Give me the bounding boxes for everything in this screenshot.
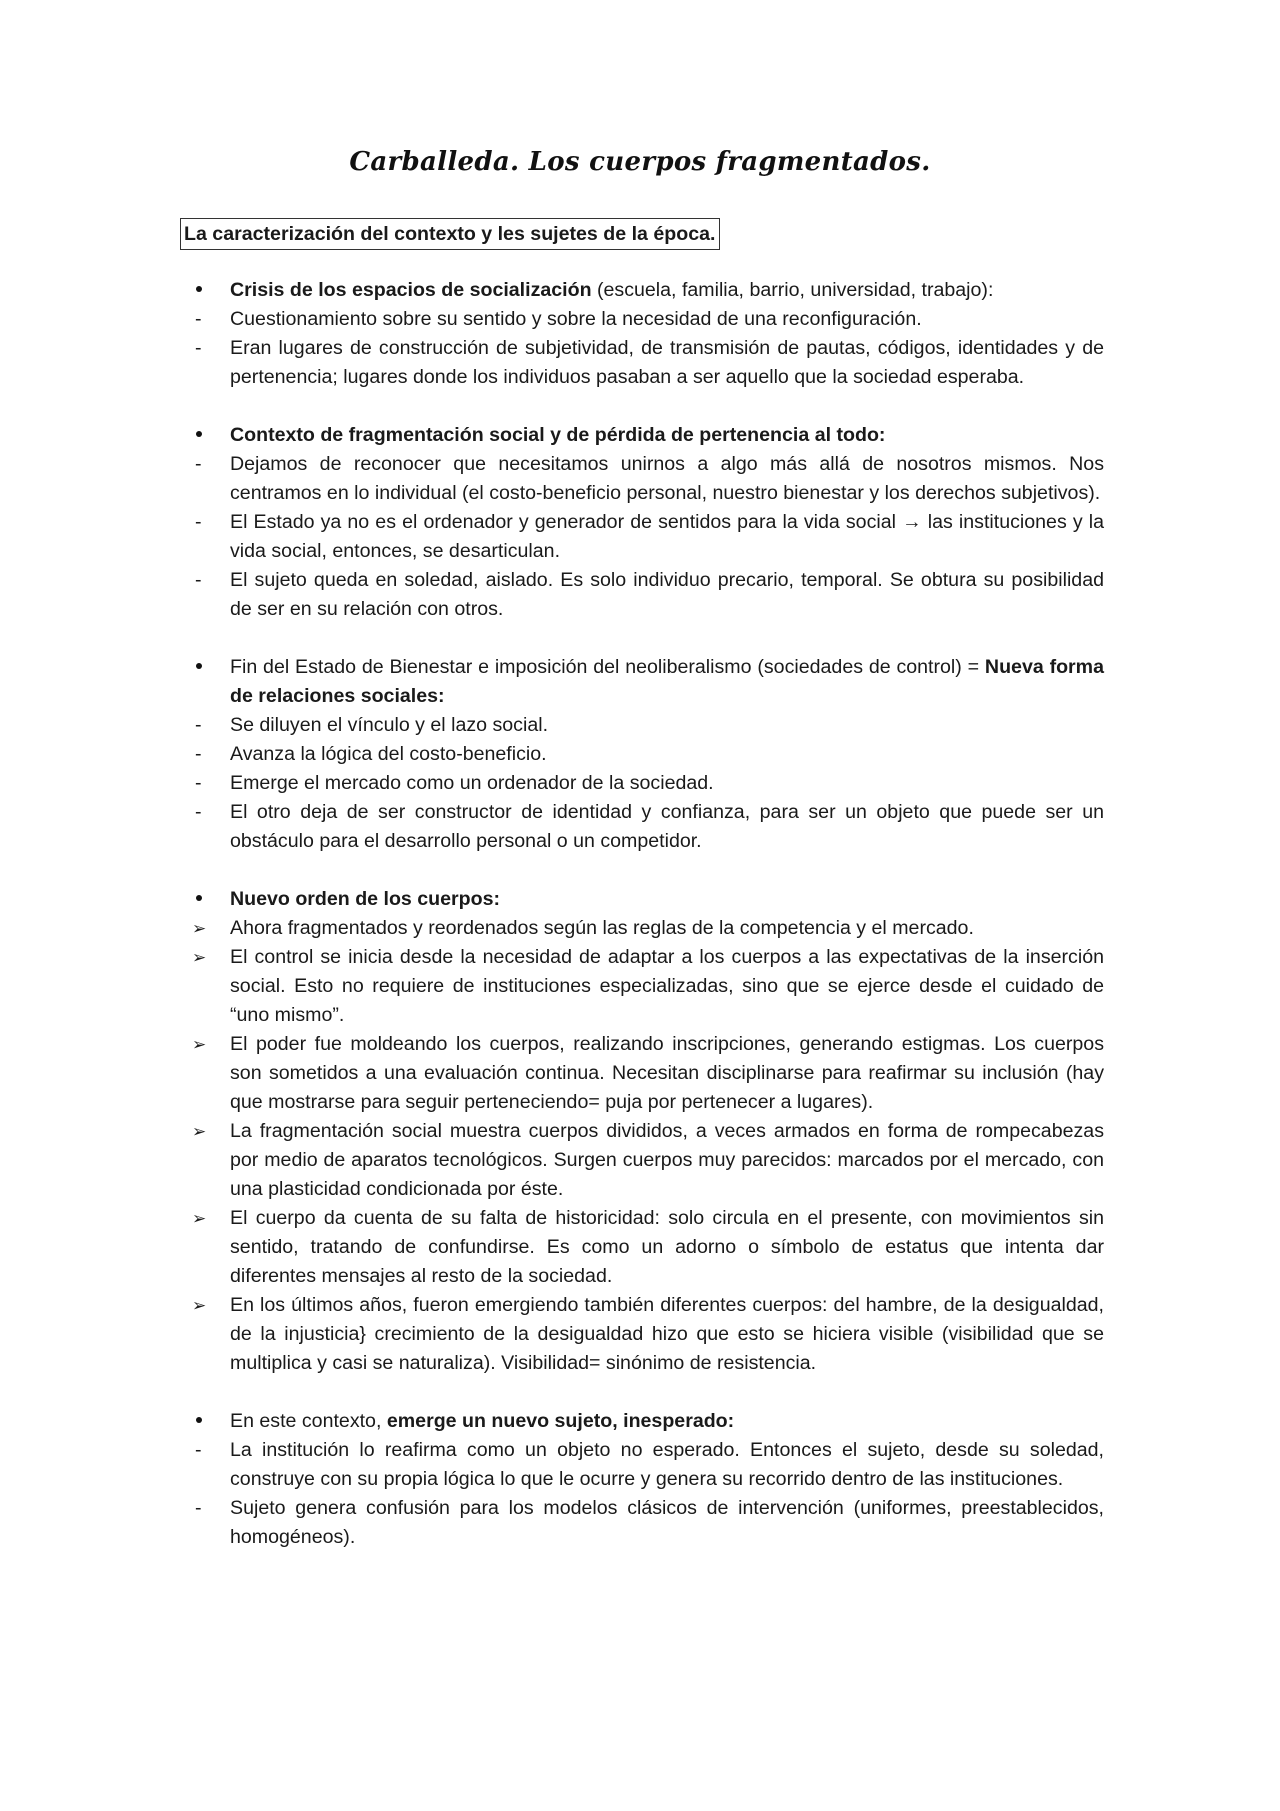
arrow-bullet-icon: ➢	[192, 948, 207, 967]
list-item	[188, 305, 1104, 334]
list-item	[188, 943, 1104, 1030]
document-body	[188, 276, 1104, 1581]
list-item-text: El sujeto queda en soledad, aislado. Es solo individuo precario, temporal. Se obtura su posibilidad de ser en su relación con otros.	[230, 569, 1104, 620]
list-item	[188, 798, 1104, 856]
list-item-text: Avanza la lógica del costo-beneficio.	[230, 743, 547, 765]
section-heading	[188, 1407, 1104, 1436]
list-item	[188, 566, 1104, 624]
arrow-bullet-icon: ➢	[192, 919, 207, 938]
dash-bullet-icon: -	[195, 511, 202, 533]
list-item	[188, 914, 1104, 943]
list-item-text: Cuestionamiento sobre su sentido y sobre la necesidad de una reconfiguración.	[230, 308, 922, 330]
heading-bold-text: Nuevo orden de los cuerpos:	[230, 888, 501, 910]
dash-bullet-icon: -	[195, 308, 202, 330]
list-item-text: Dejamos de reconocer que necesitamos unirnos a algo más allá de nosotros mismos. Nos centramos en lo individual (el costo-beneficio personal, nuestro bienestar y los derechos subjetivos).	[230, 453, 1104, 504]
dash-bullet-icon: -	[195, 337, 202, 359]
section-subtitle-box: La caracterización del contexto y les sujetes de la época.	[180, 218, 720, 250]
bullet-icon	[188, 276, 228, 305]
list-item	[188, 450, 1104, 508]
list-item	[188, 1204, 1104, 1291]
section	[188, 1407, 1104, 1552]
dash-bullet-icon: -	[195, 453, 202, 475]
list-item-text: La fragmentación social muestra cuerpos divididos, a veces armados en forma de rompecabezas por medio de aparatos tecnológicos. Surgen cuerpos muy parecidos: marcados por el mercado, con una plasticidad condicionada por éste.	[230, 1120, 1104, 1200]
heading-text: En este contexto,	[230, 1410, 387, 1432]
dash-bullet-icon: -	[195, 569, 202, 591]
list-item-text: Sujeto genera confusión para los modelos clásicos de intervención (uniformes, preestablecidos, homogéneos).	[230, 1497, 1104, 1548]
section-heading	[188, 276, 1104, 305]
list-item-text: Ahora fragmentados y reordenados según las reglas de la competencia y el mercado.	[230, 917, 974, 939]
list-item-text: La institución lo reafirma como un objeto no esperado. Entonces el sujeto, desde su soledad, construye con su propia lógica lo que le ocurre y genera su recorrido dentro de las instituciones.	[230, 1439, 1104, 1490]
list-item	[188, 769, 1104, 798]
heading-bold-text: Contexto de fragmentación social y de pérdida de pertenencia al todo:	[230, 424, 886, 446]
heading-bold-text: emerge un nuevo sujeto, inesperado:	[386, 1410, 735, 1432]
arrow-bullet-icon: ➢	[192, 1122, 207, 1141]
list-item	[188, 1291, 1104, 1378]
heading-bold-text: Nueva forma de relaciones sociales:	[230, 656, 1105, 707]
list-item-text: El Estado ya no es el ordenador y generador de sentidos para la vida social → las instituciones y la vida social, entonces, se desarticulan.	[230, 511, 1104, 562]
list-item-text: El otro deja de ser constructor de identidad y confianza, para ser un objeto que puede ser un obstáculo para el desarrollo personal o un competidor.	[230, 801, 1104, 852]
list-item	[188, 1436, 1104, 1494]
list-item	[188, 1117, 1104, 1204]
bullet-icon	[188, 421, 228, 450]
list-item-text: Emerge el mercado como un ordenador de la sociedad.	[230, 772, 714, 794]
heading-bold-text: Crisis de los espacios de socialización	[230, 279, 592, 301]
list-item	[188, 1494, 1104, 1552]
list-item	[188, 740, 1104, 769]
dash-bullet-icon: -	[195, 1497, 202, 1519]
list-item-text: El poder fue moldeando los cuerpos, realizando inscripciones, generando estigmas. Los cuerpos son sometidos a una evaluación continua. Necesitan disciplinarse para reafirmar su inclusión (hay que mostrarse para seguir perteneciendo= puja por pertenecer a lugares).	[230, 1033, 1104, 1113]
bullet-icon	[188, 885, 228, 914]
dash-bullet-icon: -	[195, 743, 202, 765]
section	[188, 421, 1104, 624]
section-heading	[188, 653, 1104, 711]
list-item	[188, 334, 1104, 392]
bullet-icon	[188, 1407, 228, 1436]
page-title: Carballeda. Los cuerpos fragmentados.	[349, 147, 931, 177]
arrow-bullet-icon: ➢	[192, 1035, 207, 1054]
list-item-text: En los últimos años, fueron emergiendo también diferentes cuerpos: del hambre, de la desigualdad, de la injusticia} crecimiento de la desigualdad hizo que esto se hiciera visible (visibilidad que se multiplica y casi se naturaliza). Visibilidad= sinónimo de resistencia.	[230, 1294, 1104, 1374]
list-item-text: El cuerpo da cuenta de su falta de historicidad: solo circula en el presente, con movimientos sin sentido, tratando de confundirse. Es como un adorno o símbolo de estatus que intenta dar diferentes mensajes al resto de la sociedad.	[230, 1207, 1104, 1287]
dash-bullet-icon: -	[195, 714, 202, 736]
dash-bullet-icon: -	[195, 1439, 202, 1461]
list-item	[188, 1030, 1104, 1117]
list-item	[188, 508, 1104, 566]
heading-text: (escuela, familia, barrio, universidad, trabajo):	[591, 279, 994, 301]
arrow-bullet-icon: ➢	[192, 1296, 207, 1315]
section	[188, 653, 1104, 856]
list-item-text: Eran lugares de construcción de subjetividad, de transmisión de pautas, códigos, identidades y de pertenencia; lugares donde los individuos pasaban a ser aquello que la sociedad esperaba.	[230, 337, 1104, 388]
list-item-text: Se diluyen el vínculo y el lazo social.	[230, 714, 549, 736]
section	[188, 885, 1104, 1378]
dash-bullet-icon: -	[195, 772, 202, 794]
section-heading	[188, 421, 1104, 450]
arrow-bullet-icon: ➢	[192, 1209, 207, 1228]
section	[188, 276, 1104, 392]
list-item-text: El control se inicia desde la necesidad de adaptar a los cuerpos a las expectativas de la inserción social. Esto no requiere de instituciones especializadas, sino que se ejerce desde el cuidado de “uno mismo”.	[230, 946, 1104, 1026]
bullet-icon	[188, 653, 228, 682]
heading-text: Fin del Estado de Bienestar e imposición del neoliberalismo (sociedades de control) =	[230, 656, 985, 678]
list-item	[188, 711, 1104, 740]
dash-bullet-icon: -	[195, 801, 202, 823]
section-heading	[188, 885, 1104, 914]
